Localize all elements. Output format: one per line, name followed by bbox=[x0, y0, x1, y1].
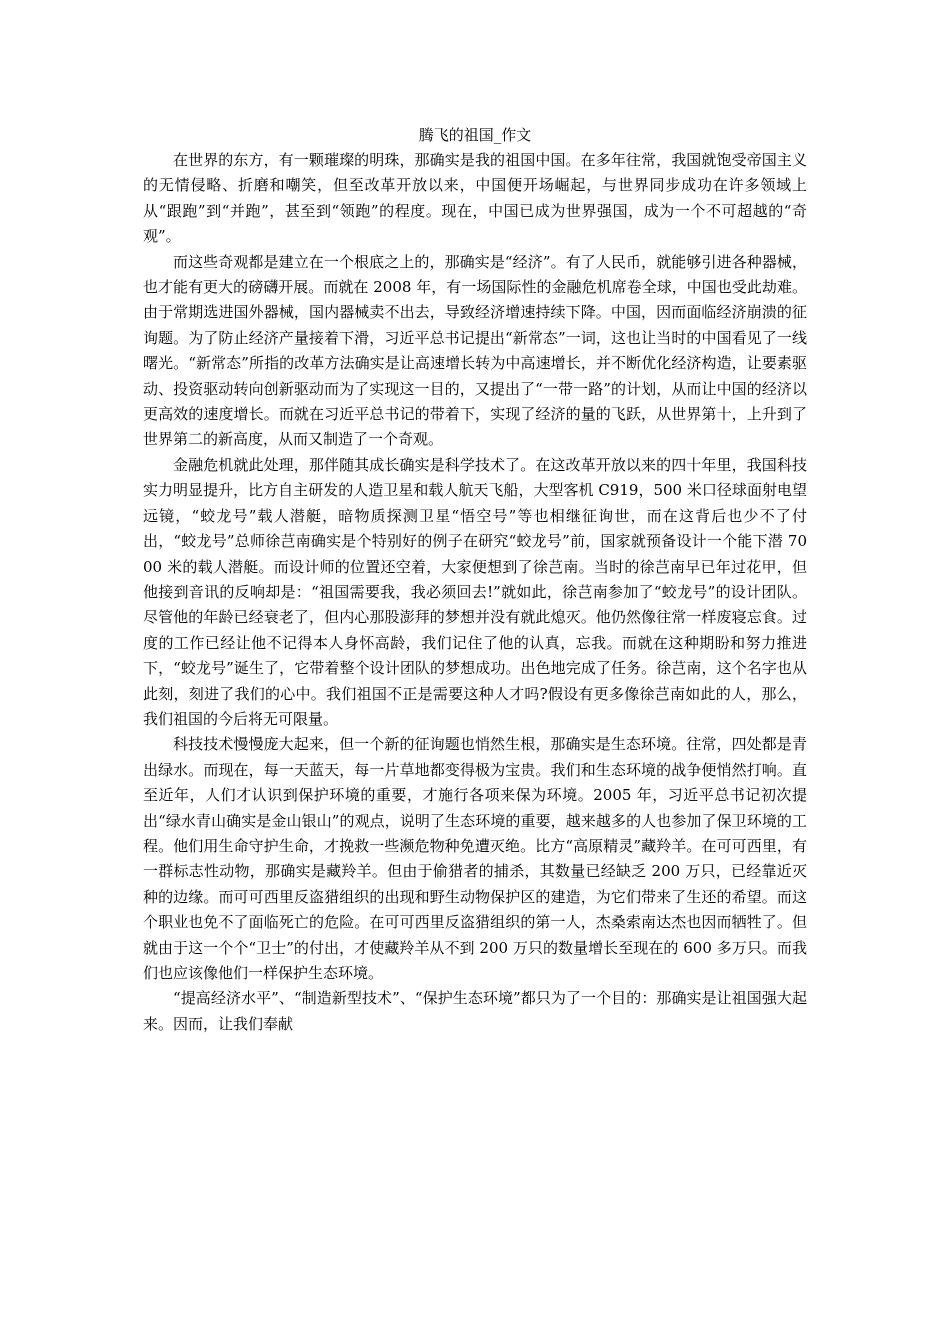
document-page bbox=[143, 124, 807, 1037]
paragraph-intro: 在世界的东方，有一颗璀璨的明珠，那确实是我的祖国中国。在多年往常，我国就饱受帝国主义的无情侵略、折磨和嘲笑，但至改革开放以来，中国便开场崛起，与世界同步成功在许多领域上从“跟跑”到“并跑”，甚至到“领跑”的程度。现在，中国已成为世界强国，成为一个不可超越的“奇观”。 bbox=[143, 151, 807, 246]
document-title: 腾飞的祖国_作文 bbox=[418, 126, 532, 144]
paragraph-technology: 金融危机就此处理，那伴随其成长确实是科学技术了。在这改革开放以来的四十年里，我国科技实力明显提升，比方自主研发的人造卫星和载人航天飞船，大型客机 C919，500 米口径球面射电望远镜，“蛟龙号”载人潜艇，暗物质探测卫星“悟空号”等也相继征询世，而在这背后也少不了付出，“蛟龙号”总师徐芑南确实是个特别好的例子在研究“蛟龙号”前，国家就预备设计一个能下潜 7000 米的载人潜艇。而设计师的位置还空着，大家便想到了徐芑南。当时的徐芑南早已年过花甲，但他接到音讯的反响却是：“祖国需要我，我必须回去!”就如此，徐芑南参加了“蛟龙号”的设计团队。尽管他的年龄已经衰老了，但内心那股澎拜的梦想并没有就此熄灭。他仍然像往常一样废寝忘食。过度的工作已经让他不记得本人身怀高龄，我们记住了他的认真，忘我。而就在这种期盼和努力推进下，“蛟龙号”诞生了，它带着整个设计团队的梦想成功。出色地完成了任务。徐芑南，这个名字也从此刻，刻进了我们的心中。我们祖国不正是需要这种人才吗?假设有更多像徐芑南如此的人，那么，我们祖国的今后将无可限量。 bbox=[143, 455, 807, 728]
paragraph-conclusion: “提高经济水平”、“制造新型技术”、“保护生态环境”都只为了一个目的：那确实是让祖国强大起来。因而，让我们奉献 bbox=[143, 989, 807, 1033]
paragraph-environment: 科技技术慢慢庞大起来，但一个新的征询题也悄然生根，那确实是生态环境。往常，四处都是青出绿水。而现在，每一天蓝天，每一片草地都变得极为宝贵。我们和生态环境的战争便悄然打响。直至近年，人们才认识到保护环境的重要，才施行各项来保为环境。2005 年，习近平总书记初次提出“绿水青山确实是金山银山”的观点，说明了生态环境的重要，越来越多的人也参加了保卫环境的工程。他们用生命守护生命，才挽救一些濒危物种免遭灭绝。比方“高原精灵”藏羚羊。在可可西里，有一群标志性动物，那确实是藏羚羊。但由于偷猎者的捕杀，其数量已经缺乏 200 万只，已经靠近灭种的边缘。而可可西里反盗猎组织的出现和野生动物保护区的建造，为它们带来了生还的希望。而这个职业也免不了面临死亡的危险。在可可西里反盗猎组织的第一人，杰桑索南达杰也因而牺牲了。但就由于这一个个“卫士”的付出，才使藏羚羊从不到 200 万只的数量增长至现在的 600 多万只。而我们也应该像他们一样保护生态环境。 bbox=[143, 735, 807, 982]
paragraph-economy: 而这些奇观都是建立在一个根底之上的，那确实是“经济”。有了人民币，就能够引进各种器械，也才能有更大的磅礴开展。而就在 2008 年，有一场国际性的金融危机席卷全球，中国也受此劫难。由于常期选进国外器械，国内器械卖不出去，导致经济增速持续下降。中国，因而面临经济崩溃的征询题。为了防止经济产量接着下滑，习近平总书记提出“新常态”一词，这也让当时的中国看见了一线曙光。“新常态”所指的改革方法确实是让高速增长转为中高速增长，并不断优化经济构造，让要素驱动、投资驱动转向创新驱动而为了实现这一目的，又提出了“一带一路”的计划，从而让中国的经济以更高效的速度增长。而就在习近平总书记的带着下，实现了经济的量的飞跃，从世界第十，上升到了世界第二的新高度，从而又制造了一个奇观。 bbox=[143, 252, 807, 449]
